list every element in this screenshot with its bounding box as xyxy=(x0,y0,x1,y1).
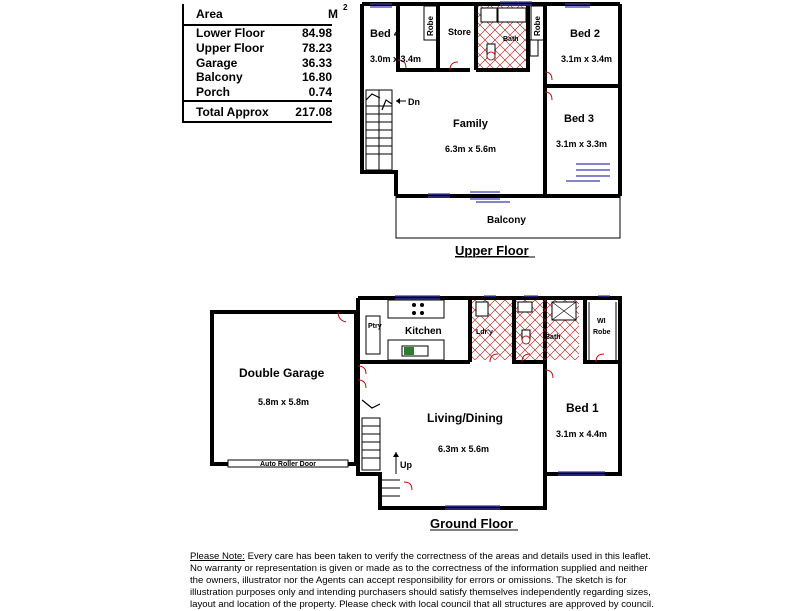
upper-toilet-bowl xyxy=(487,52,495,60)
garage-label: Double Garage xyxy=(239,366,325,380)
living-label: Living/Dining xyxy=(427,411,503,425)
dn-arrow-head xyxy=(396,98,400,104)
laundry-label: Ldr'y xyxy=(476,329,493,336)
bed3-label: Bed 3 xyxy=(564,113,594,125)
disclaimer-title: Please Note: xyxy=(190,551,245,562)
upper-stairs xyxy=(366,90,392,170)
area-row-value: 78.23 xyxy=(301,41,332,55)
ground-bath-label: Bath xyxy=(545,334,561,341)
laundry-tub xyxy=(476,302,488,316)
area-row-label: Balcony xyxy=(196,70,243,84)
roller-door-label: Auto Roller Door xyxy=(260,461,316,468)
area-row-value: 0.74 xyxy=(308,85,332,99)
kitchen-bench-top xyxy=(388,300,444,318)
bed1-label: Bed 1 xyxy=(566,401,599,415)
bed2-label: Bed 2 xyxy=(570,28,600,40)
bed3-size: 3.1m x 3.3m xyxy=(556,139,608,149)
family-label: Family xyxy=(453,118,488,130)
upper-vanity xyxy=(530,40,538,56)
family-size: 6.3m x 5.6m xyxy=(445,144,497,154)
bed2-size: 3.1m x 3.4m xyxy=(561,54,613,64)
area-unit-superscript: 2 xyxy=(343,3,348,12)
upper-floor-title: Upper Floor xyxy=(455,243,529,258)
pantry-box xyxy=(366,316,380,354)
disclaimer-line-5: layout and location of the property. Please check with local council that all structures are approved by council. xyxy=(190,599,654,610)
disclaimer xyxy=(190,551,654,611)
up-arrow-head xyxy=(393,452,399,457)
bed4-size: 3.0m x 3.4m xyxy=(370,54,422,64)
stairs-up-label: Up xyxy=(400,460,412,470)
wi-robe-label-line2: Robe xyxy=(593,329,611,336)
living-size: 6.3m x 5.6m xyxy=(438,444,490,454)
area-row-value: 84.98 xyxy=(301,26,332,40)
garage-walls xyxy=(212,312,356,464)
stairs-dn-label: Dn xyxy=(408,97,420,107)
balcony-label: Balcony xyxy=(487,215,526,226)
area-total-label: Total Approx xyxy=(196,105,269,119)
upper-bath-tub xyxy=(498,8,526,22)
garage-size: 5.8m x 5.8m xyxy=(258,397,310,407)
area-row-label: Porch xyxy=(196,85,231,99)
disclaimer-line-3: the owners, illustrator nor the Agents can accept responsibility for errors or omissions. The sketch is for xyxy=(190,575,627,586)
disclaimer-line-4: illustration purposes only and intending purchasers should satisfy themselves independently regarding sizes, xyxy=(190,587,651,598)
cooktop xyxy=(412,303,424,315)
upper-robe-left-label: Robe xyxy=(426,16,435,36)
bed4-label: Bed 4 xyxy=(370,28,400,40)
area-row-label: Lower Floor xyxy=(196,26,265,40)
ground-floor-title: Ground Floor xyxy=(430,516,514,531)
area-unit: M xyxy=(328,7,338,21)
kitchen-label: Kitchen xyxy=(405,326,442,337)
disclaimer-line-2: No warranty or representation is given or made as to the correctness of the information supplied and neither xyxy=(190,563,648,574)
area-total-value: 217.08 xyxy=(295,105,332,119)
ground-toilet-bowl xyxy=(522,336,530,344)
area-row-label: Garage xyxy=(196,56,238,70)
wi-robe-label-line1: WI xyxy=(597,318,606,325)
disclaimer-line-1-text: Every care has been taken to verify the correctness of the areas and details used in this leaflet. xyxy=(247,551,651,562)
bed1-size: 3.1m x 4.4m xyxy=(556,429,608,439)
area-row-value: 36.33 xyxy=(301,56,332,70)
area-row-label: Upper Floor xyxy=(196,41,264,55)
ground-vanity xyxy=(518,302,532,312)
kitchen-sink-bowl xyxy=(404,347,414,355)
disclaimer-line-1 xyxy=(190,551,651,563)
pantry-label: Ptry xyxy=(368,323,382,330)
store-label: Store xyxy=(448,27,472,37)
upper-shower xyxy=(481,8,497,22)
upper-bath-label: Bath xyxy=(503,36,519,43)
area-header-label: Area xyxy=(196,7,223,21)
upper-robe-right-label: Robe xyxy=(533,16,542,36)
area-row-value: 16.80 xyxy=(301,70,332,84)
